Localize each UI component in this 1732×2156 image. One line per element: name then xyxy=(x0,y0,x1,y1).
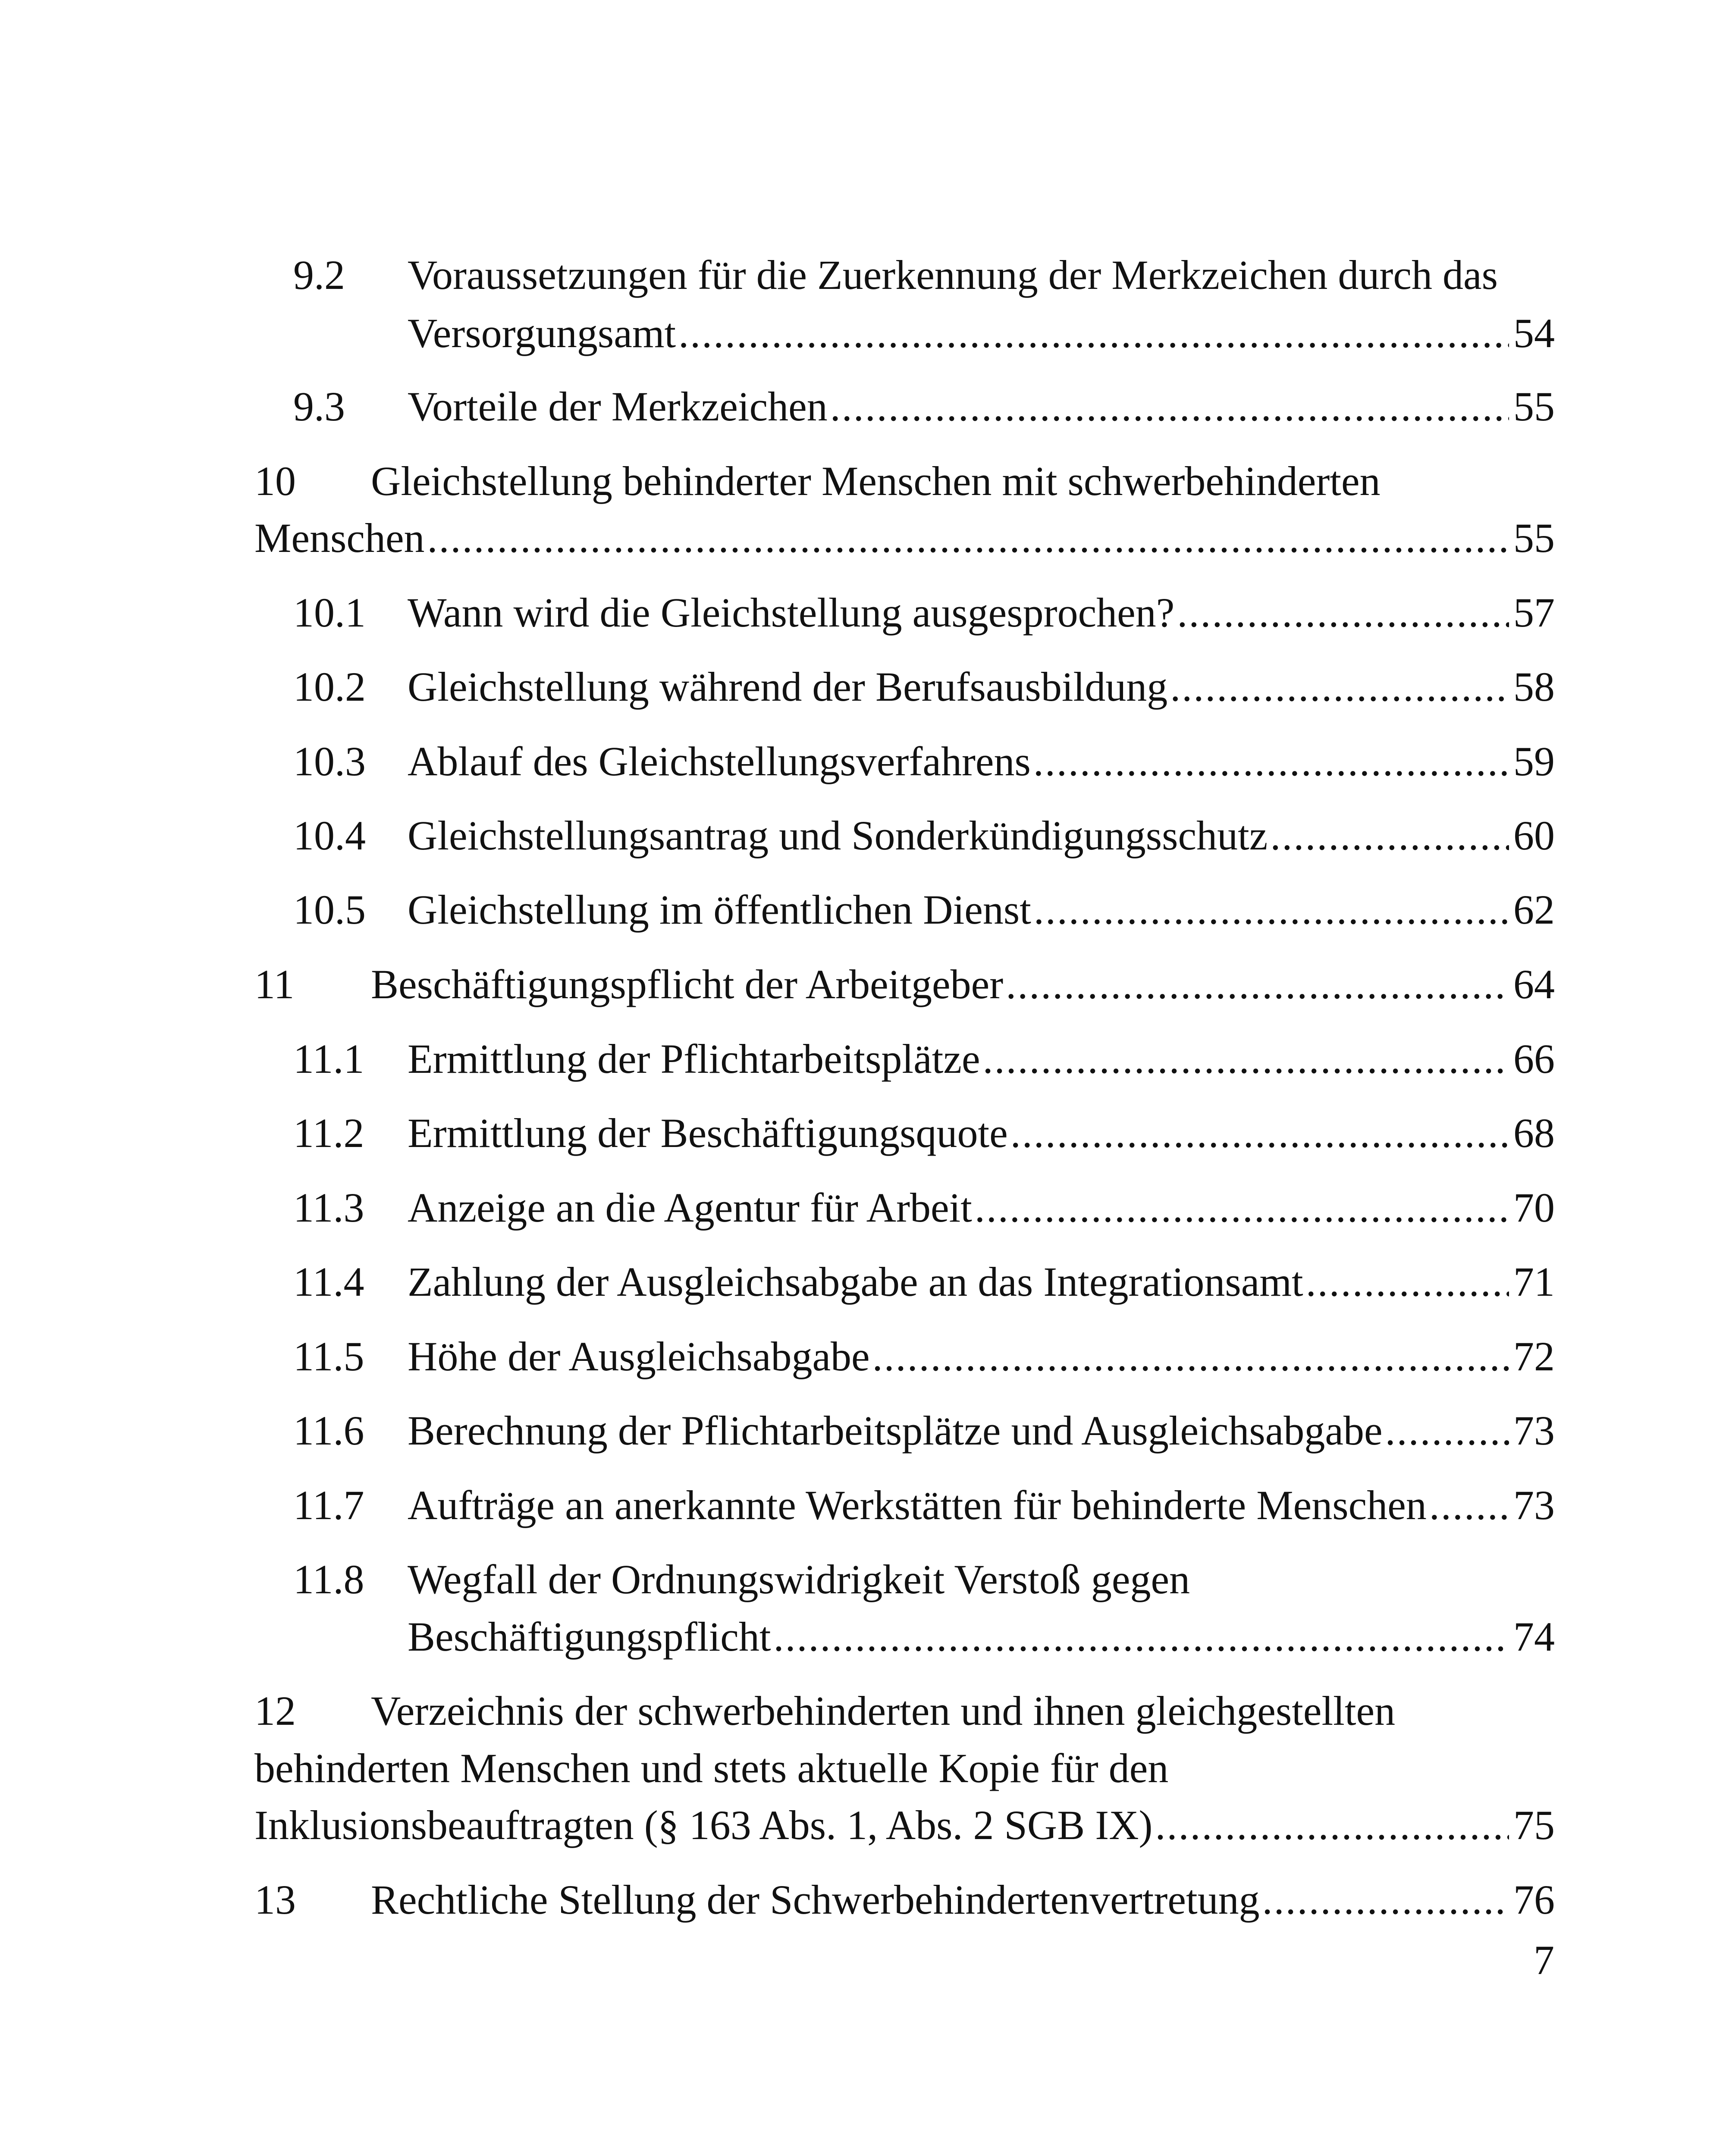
toc-entry-title: Beschäftigungspflicht xyxy=(408,1614,771,1660)
toc-entry-number: 10.4 xyxy=(293,812,366,859)
toc-entry-11-5 xyxy=(254,1333,1555,1379)
page-number: 7 xyxy=(1534,1937,1554,1983)
toc-entry-title: Voraussetzungen für die Zuerkennung der Merkzeichen durch das xyxy=(408,252,1498,298)
dot-leader xyxy=(678,313,1509,354)
toc-entry-number: 12 xyxy=(254,1688,296,1734)
toc-entry-page: 66 xyxy=(1513,1036,1555,1082)
toc-entry-title: Aufträge an anerkannte Werkstätten für behinderte Menschen xyxy=(408,1482,1427,1528)
dot-leader xyxy=(830,386,1509,427)
dot-leader xyxy=(1270,815,1509,856)
toc-entry-page: 57 xyxy=(1513,589,1555,636)
toc-entry-page: 70 xyxy=(1513,1185,1555,1231)
toc-entry-number: 11.1 xyxy=(293,1036,364,1082)
dot-leader xyxy=(1155,1805,1509,1846)
toc-entry-title: Gleichstellungsantrag und Sonderkündigungsschutz xyxy=(408,812,1268,859)
dot-leader xyxy=(1177,592,1509,633)
toc-entry-title: Ermittlung der Pflichtarbeitsplätze xyxy=(408,1036,980,1082)
toc-entry-number: 11.7 xyxy=(293,1482,364,1528)
toc-entry-title: behinderten Menschen und stets aktuelle Kopie für den xyxy=(254,1745,1169,1791)
toc-entry-11-3 xyxy=(254,1185,1555,1231)
toc-entry-title: Ablauf des Gleichstellungsverfahrens xyxy=(408,738,1031,784)
toc-entry-number: 11.5 xyxy=(293,1333,364,1379)
toc-entry-title: Inklusionsbeauftragten (§ 163 Abs. 1, Abs. 2 SGB IX) xyxy=(254,1802,1153,1848)
toc-entry-number: 11.2 xyxy=(293,1110,364,1156)
toc-entry-number: 11.8 xyxy=(293,1556,364,1602)
toc-entry-page: 59 xyxy=(1513,738,1555,784)
toc-entry-11 xyxy=(254,961,1555,1007)
toc-entry-9-2-line2 xyxy=(254,310,1555,356)
toc-entry-page: 73 xyxy=(1513,1407,1555,1454)
toc-entry-page: 55 xyxy=(1513,383,1555,429)
dot-leader xyxy=(1170,666,1509,708)
toc-entry-number: 10 xyxy=(254,458,296,504)
toc-entry-10-1 xyxy=(254,589,1555,636)
toc-entry-title: Höhe der Ausgleichsabgabe xyxy=(408,1333,870,1379)
toc-entry-number: 11.3 xyxy=(293,1185,364,1231)
toc-entry-12-line1 xyxy=(254,1690,1555,1732)
toc-entry-number: 11.4 xyxy=(293,1259,364,1305)
toc-entry-13 xyxy=(254,1879,1555,1921)
toc-entry-page: 74 xyxy=(1513,1614,1555,1660)
toc-entry-page: 58 xyxy=(1513,664,1555,710)
toc-entry-12-line3 xyxy=(254,1802,1555,1848)
toc-entry-11-4 xyxy=(254,1261,1555,1303)
toc-entry-title: Ermittlung der Beschäftigungsquote xyxy=(408,1110,1008,1156)
toc-entry-page: 54 xyxy=(1513,310,1555,356)
toc-entry-11-6 xyxy=(254,1407,1555,1454)
toc-entry-page: 62 xyxy=(1513,887,1555,933)
dot-leader xyxy=(773,1616,1509,1658)
toc-entry-number: 9.2 xyxy=(293,252,345,298)
toc-entry-title: Berechnung der Pflichtarbeitsplätze und Ausgleichsabgabe xyxy=(408,1407,1383,1454)
toc-entry-11-2 xyxy=(254,1112,1555,1154)
dot-leader xyxy=(1006,964,1509,1005)
toc-entry-title: Vorteile der Merkzeichen xyxy=(408,383,828,429)
toc-entry-title: Beschäftigungspflicht der Arbeitgeber xyxy=(371,961,1004,1007)
toc-entry-11-1 xyxy=(254,1038,1555,1080)
dot-leader xyxy=(1010,1112,1509,1154)
dot-leader xyxy=(1034,889,1509,931)
toc-entry-10-line1 xyxy=(254,458,1555,504)
toc-entry-11-8-line1 xyxy=(254,1556,1555,1602)
toc-entry-number: 13 xyxy=(254,1877,296,1923)
toc-entry-10-5 xyxy=(254,889,1555,931)
toc-entry-10-line2 xyxy=(254,517,1555,559)
dot-leader xyxy=(427,517,1509,559)
toc-entry-9-2-line1 xyxy=(254,254,1555,296)
toc-entry-11-8-line2 xyxy=(254,1616,1555,1658)
toc-entry-number: 10.5 xyxy=(293,887,366,933)
toc-entry-page: 60 xyxy=(1513,812,1555,859)
dot-leader xyxy=(983,1038,1509,1080)
toc-entry-10-2 xyxy=(254,666,1555,708)
toc-entry-9-3 xyxy=(254,383,1555,429)
toc-entry-10-4 xyxy=(254,812,1555,859)
toc-entry-title: Rechtliche Stellung der Schwerbehindertenvertretung xyxy=(371,1877,1260,1923)
dot-leader xyxy=(1033,741,1509,782)
toc-entry-number: 10.3 xyxy=(293,738,366,784)
toc-entry-number: 9.3 xyxy=(293,383,345,429)
toc-entry-title: Anzeige an die Agentur für Arbeit xyxy=(408,1185,972,1231)
toc-entry-page: 68 xyxy=(1513,1110,1555,1156)
toc-entry-number: 10.1 xyxy=(293,589,366,636)
dot-leader xyxy=(975,1187,1509,1228)
toc-entry-title: Zahlung der Ausgleichsabgabe an das Integrationsamt xyxy=(408,1259,1303,1305)
dot-leader xyxy=(1306,1261,1509,1303)
toc-entry-number: 10.2 xyxy=(293,664,366,710)
dot-leader xyxy=(1262,1879,1509,1921)
toc-entry-title: Verzeichnis der schwerbehinderten und ihnen gleichgestellten xyxy=(371,1688,1396,1734)
toc-entry-title: Gleichstellung behinderter Menschen mit schwerbehinderten xyxy=(371,458,1381,504)
toc-entry-number: 11.6 xyxy=(293,1407,364,1454)
toc-entry-page: 64 xyxy=(1513,961,1555,1007)
toc-entry-number: 11 xyxy=(254,961,295,1007)
toc-entry-title: Wegfall der Ordnungswidrigkeit Verstoß gegen xyxy=(408,1556,1190,1602)
toc-entry-page: 73 xyxy=(1513,1482,1555,1528)
dot-leader xyxy=(1429,1485,1509,1526)
toc-entry-page: 72 xyxy=(1513,1333,1555,1379)
toc-entry-10-3 xyxy=(254,738,1555,784)
dot-leader xyxy=(872,1336,1509,1377)
toc-entry-11-7 xyxy=(254,1482,1555,1528)
toc-entry-page: 71 xyxy=(1513,1259,1555,1305)
toc-entry-12-line2 xyxy=(254,1745,1555,1791)
dot-leader xyxy=(1385,1410,1509,1451)
toc-entry-title: Gleichstellung im öffentlichen Dienst xyxy=(408,887,1031,933)
toc-entry-title: Wann wird die Gleichstellung ausgesprochen? xyxy=(408,589,1175,636)
toc-entry-page: 75 xyxy=(1513,1802,1555,1848)
toc-entry-title: Menschen xyxy=(254,515,425,561)
toc-entry-page: 55 xyxy=(1513,515,1555,561)
toc-entry-title: Gleichstellung während der Berufsausbildung xyxy=(408,664,1168,710)
toc-entry-title: Versorgungsamt xyxy=(408,310,676,356)
toc-entry-page: 76 xyxy=(1513,1877,1555,1923)
